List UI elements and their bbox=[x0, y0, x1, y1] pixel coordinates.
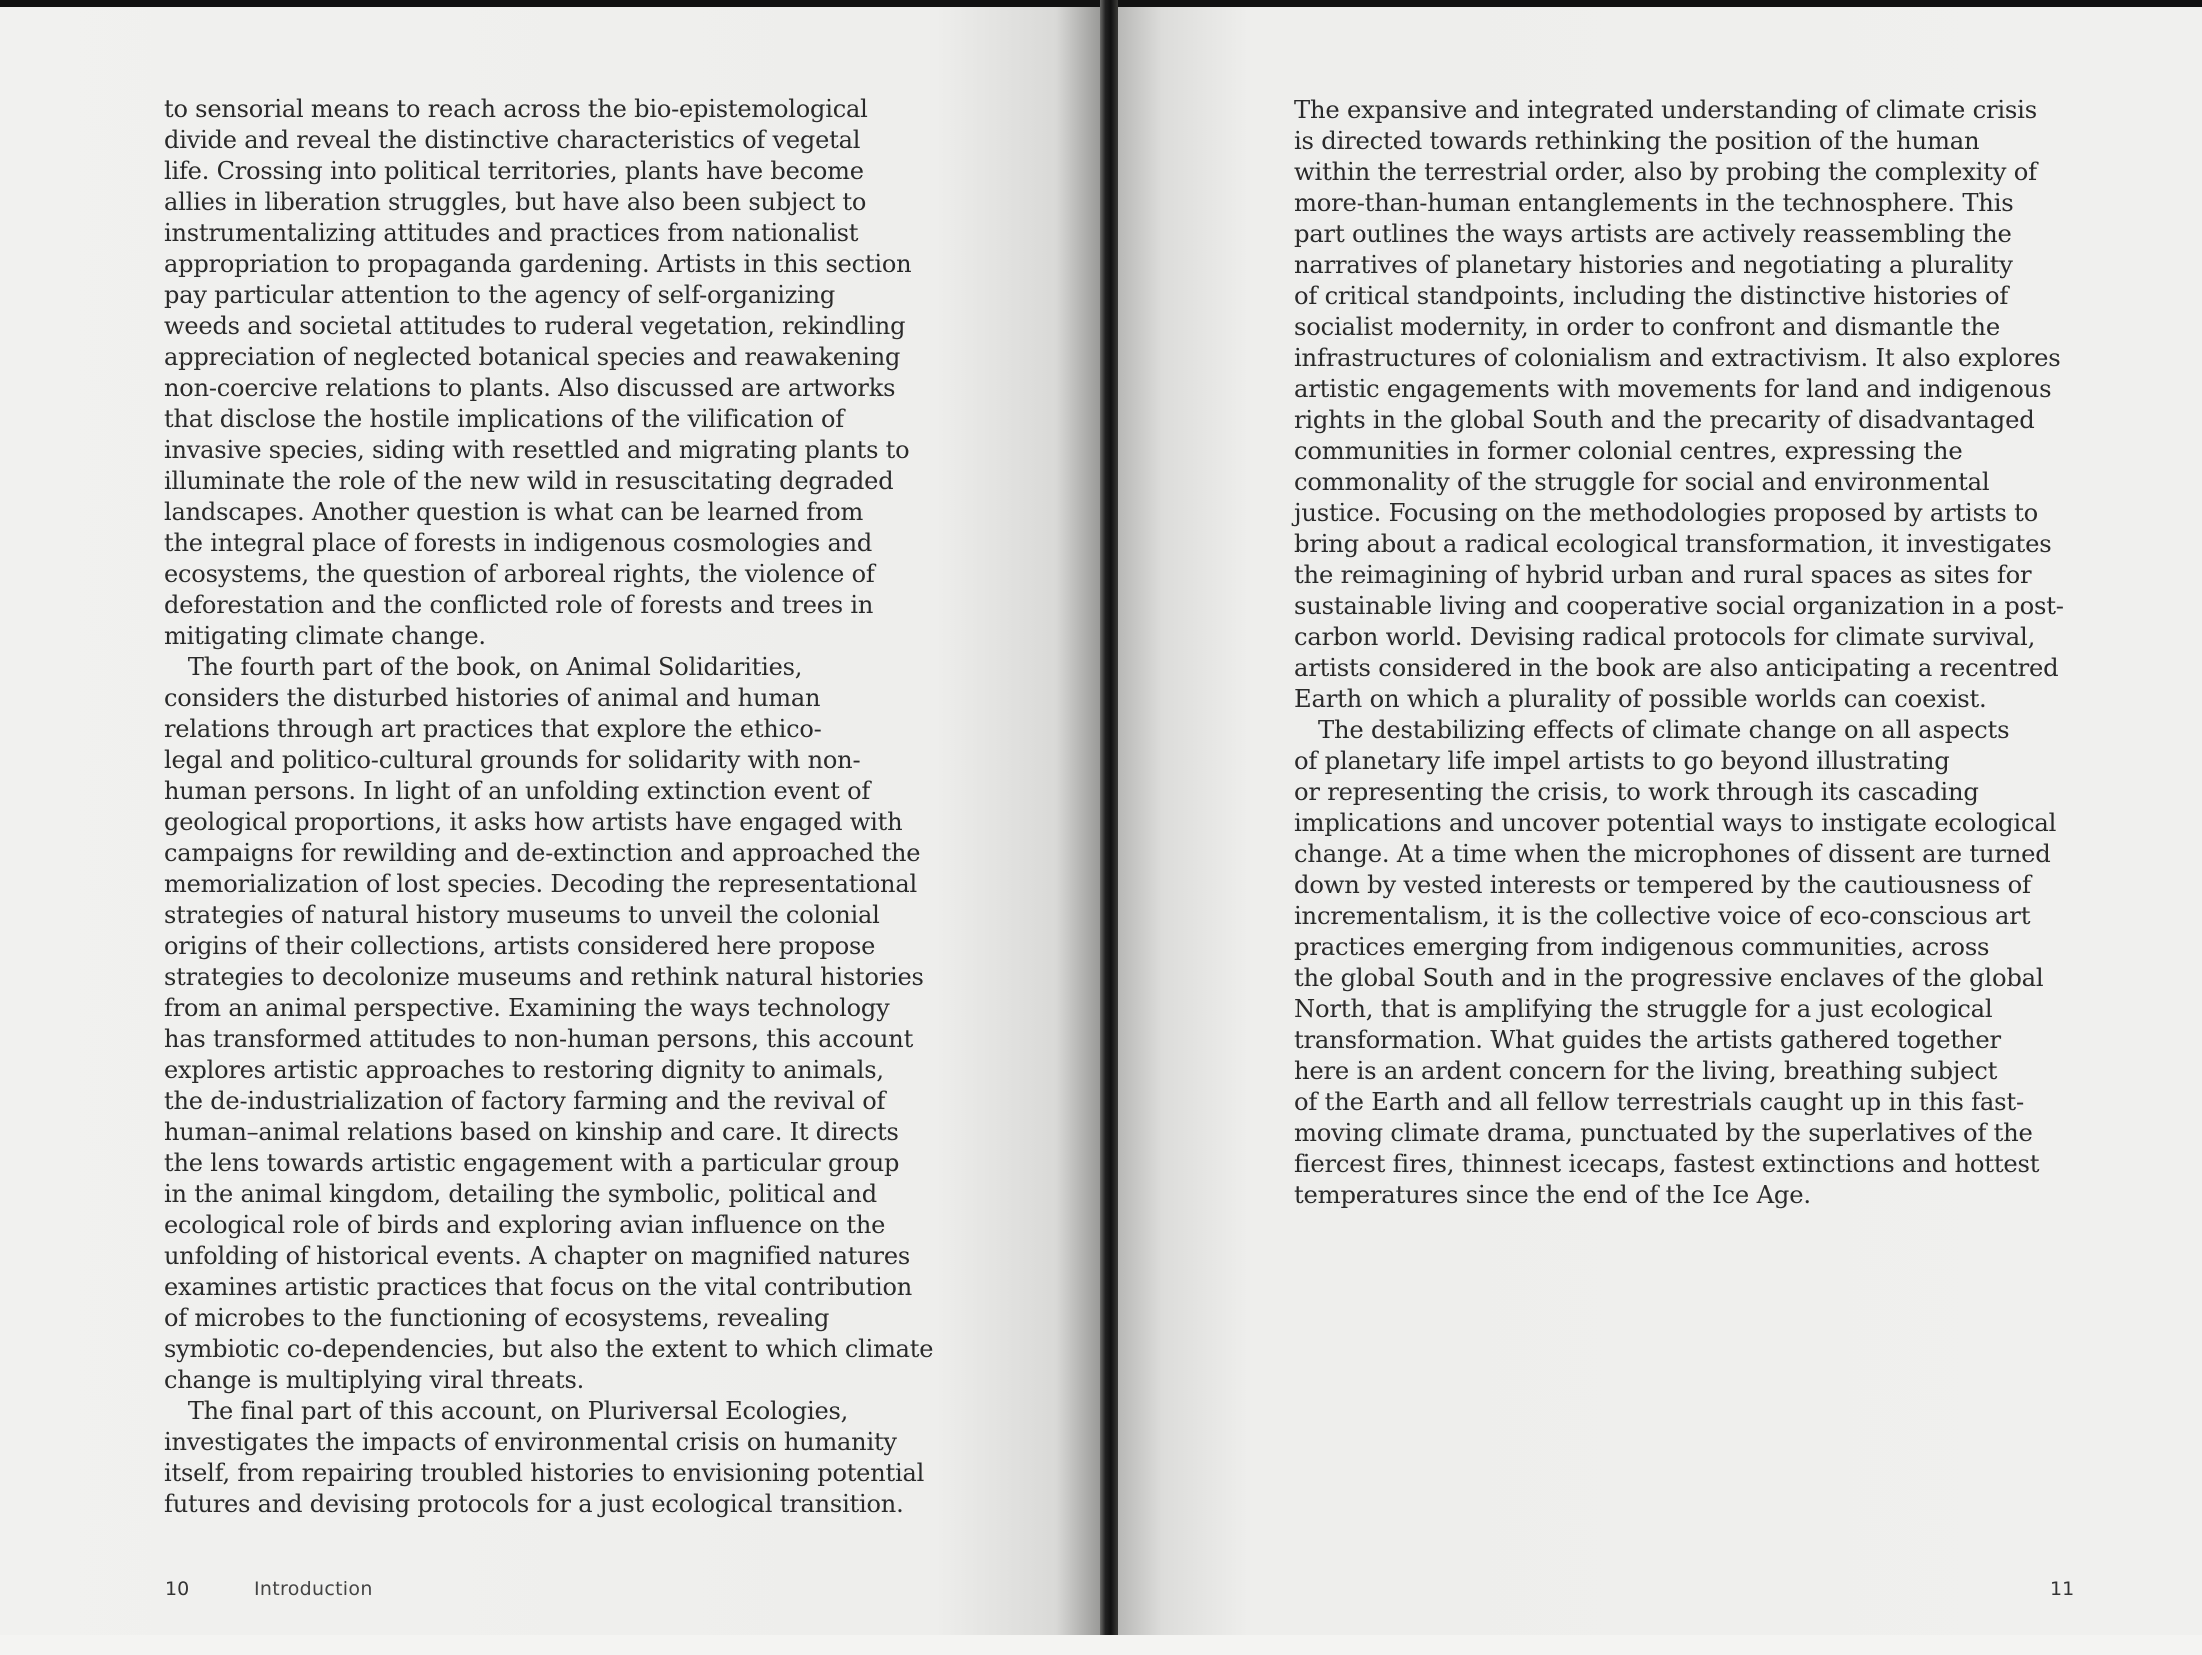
text-line: is directed towards rethinking the position of the human bbox=[1294, 126, 1980, 155]
text-line: allies in liberation struggles, but have also been subject to bbox=[164, 188, 867, 216]
text-line: illuminate the role of the new wild in resuscitating degraded bbox=[164, 467, 894, 495]
text-line: mitigating climate change. bbox=[164, 622, 486, 650]
text-line: divide and reveal the distinctive characteristics of vegetal bbox=[164, 126, 861, 154]
text-line: examines artistic practices that focus on the vital contribution bbox=[164, 1273, 913, 1301]
text-line: moving climate drama, punctuated by the superlatives of the bbox=[1294, 1118, 2033, 1147]
text-line: legal and politico-cultural grounds for solidarity with non- bbox=[164, 746, 861, 774]
text-line: futures and devising protocols for a just ecological transition. bbox=[164, 1490, 904, 1518]
text-line: human persons. In light of an unfolding extinction event of bbox=[164, 777, 871, 805]
text-line: appropriation to propaganda gardening. Artists in this section bbox=[164, 250, 912, 278]
text-line: deforestation and the conflicted role of forests and trees in bbox=[164, 591, 874, 619]
text-line: the lens towards artistic engagement with a particular group bbox=[164, 1149, 900, 1177]
text-line: narratives of planetary histories and negotiating a plurality bbox=[1294, 250, 2013, 279]
text-line: sustainable living and cooperative social organization in a post- bbox=[1294, 591, 2064, 620]
text-line: the reimagining of hybrid urban and rural spaces as sites for bbox=[1294, 560, 2032, 589]
text-line: the de-industrialization of factory farming and the revival of bbox=[164, 1087, 886, 1115]
text-line: The destabilizing effects of climate change on all aspects bbox=[1294, 715, 2010, 744]
text-line: instrumentalizing attitudes and practices from nationalist bbox=[164, 219, 859, 247]
text-line: The fourth part of the book, on Animal Solidarities, bbox=[164, 653, 803, 681]
text-line: of the Earth and all fellow terrestrials caught up in this fast- bbox=[1294, 1087, 2024, 1116]
text-line: symbiotic co-dependencies, but also the extent to which climate bbox=[164, 1335, 934, 1363]
text-line: the integral place of forests in indigenous cosmologies and bbox=[164, 529, 873, 557]
text-line: explores artistic approaches to restoring dignity to animals, bbox=[164, 1056, 884, 1084]
right-page-body-text bbox=[1294, 94, 2064, 1210]
text-line: change is multiplying viral threats. bbox=[164, 1366, 585, 1394]
text-line: life. Crossing into political territories, plants have become bbox=[164, 157, 864, 185]
text-line: itself, from repairing troubled histories to envisioning potential bbox=[164, 1459, 925, 1487]
text-line: carbon world. Devising radical protocols for climate survival, bbox=[1294, 622, 2036, 651]
text-line: more-than-human entanglements in the technosphere. This bbox=[1294, 188, 2014, 217]
text-line: fiercest fires, thinnest icecaps, fastest extinctions and hottest bbox=[1294, 1149, 2040, 1178]
text-line: relations through art practices that explore the ethico- bbox=[164, 715, 822, 743]
text-line: practices emerging from indigenous communities, across bbox=[1294, 932, 1990, 961]
page-bottom-edge bbox=[0, 1635, 2202, 1655]
text-line: of microbes to the functioning of ecosystems, revealing bbox=[164, 1304, 830, 1332]
text-line: transformation. What guides the artists gathered together bbox=[1294, 1025, 2001, 1054]
text-line: artists considered in the book are also anticipating a recentred bbox=[1294, 653, 2059, 682]
text-line: bring about a radical ecological transformation, it investigates bbox=[1294, 529, 2052, 558]
text-line: of critical standpoints, including the distinctive histories of bbox=[1294, 281, 2009, 310]
text-line: unfolding of historical events. A chapter on magnified natures bbox=[164, 1242, 911, 1270]
text-line: within the terrestrial order, also by probing the complexity of bbox=[1294, 157, 2037, 186]
text-line: infrastructures of colonialism and extractivism. It also explores bbox=[1294, 343, 2061, 372]
text-line: artistic engagements with movements for land and indigenous bbox=[1294, 374, 2052, 403]
text-line: invasive species, siding with resettled and migrating plants to bbox=[164, 436, 910, 464]
text-line: ecological role of birds and exploring avian influence on the bbox=[164, 1211, 886, 1239]
book-gutter bbox=[1100, 0, 1118, 1640]
text-line: origins of their collections, artists considered here propose bbox=[164, 932, 876, 960]
text-line: strategies of natural history museums to unveil the colonial bbox=[164, 901, 880, 929]
text-line: rights in the global South and the precarity of disadvantaged bbox=[1294, 405, 2035, 434]
text-line: Earth on which a plurality of possible worlds can coexist. bbox=[1294, 684, 1987, 713]
text-line: campaigns for rewilding and de-extinction and approached the bbox=[164, 839, 921, 867]
text-line: strategies to decolonize museums and rethink natural histories bbox=[164, 963, 924, 991]
text-line: here is an ardent concern for the living, breathing subject bbox=[1294, 1056, 1998, 1085]
text-line: temperatures since the end of the Ice Age. bbox=[1294, 1180, 1811, 1209]
text-line: The final part of this account, on Pluriversal Ecologies, bbox=[164, 1397, 849, 1425]
text-line: in the animal kingdom, detailing the symbolic, political and bbox=[164, 1180, 877, 1208]
text-line: part outlines the ways artists are actively reassembling the bbox=[1294, 219, 2012, 248]
text-line: to sensorial means to reach across the bio-epistemological bbox=[164, 95, 868, 123]
text-line: change. At a time when the microphones of dissent are turned bbox=[1294, 839, 2051, 868]
text-line: appreciation of neglected botanical species and reawakening bbox=[164, 343, 901, 371]
text-line: commonality of the struggle for social and environmental bbox=[1294, 467, 1990, 496]
text-line: human–animal relations based on kinship and care. It directs bbox=[164, 1118, 899, 1146]
text-line: weeds and societal attitudes to ruderal vegetation, rekindling bbox=[164, 312, 906, 340]
text-line: justice. Focusing on the methodologies proposed by artists to bbox=[1294, 498, 2039, 527]
text-line: investigates the impacts of environmental crisis on humanity bbox=[164, 1428, 897, 1456]
text-line: North, that is amplifying the struggle for a just ecological bbox=[1294, 994, 1993, 1023]
text-line: communities in former colonial centres, expressing the bbox=[1294, 436, 1963, 465]
text-line: from an animal perspective. Examining the ways technology bbox=[164, 994, 890, 1022]
text-line: socialist modernity, in order to confront and dismantle the bbox=[1294, 312, 2000, 341]
running-head: Introduction bbox=[254, 1578, 373, 1600]
text-line: that disclose the hostile implications of the vilification of bbox=[164, 405, 844, 433]
text-line: of planetary life impel artists to go beyond illustrating bbox=[1294, 746, 1950, 775]
text-line: the global South and in the progressive enclaves of the global bbox=[1294, 963, 2044, 992]
text-line: or representing the crisis, to work through its cascading bbox=[1294, 777, 1979, 806]
text-line: implications and uncover potential ways to instigate ecological bbox=[1294, 808, 2057, 837]
text-line: landscapes. Another question is what can be learned from bbox=[164, 498, 864, 526]
text-line: non-coercive relations to plants. Also discussed are artworks bbox=[164, 374, 896, 402]
text-line: considers the disturbed histories of animal and human bbox=[164, 684, 821, 712]
text-line: geological proportions, it asks how artists have engaged with bbox=[164, 808, 903, 836]
text-line: has transformed attitudes to non-human persons, this account bbox=[164, 1025, 914, 1053]
text-line: The expansive and integrated understanding of climate crisis bbox=[1294, 95, 2037, 124]
text-line: pay particular attention to the agency of self-organizing bbox=[164, 281, 836, 309]
text-line: incrementalism, it is the collective voice of eco-conscious art bbox=[1294, 901, 2031, 930]
right-page-number: 11 bbox=[2050, 1578, 2075, 1600]
text-line: memorialization of lost species. Decoding the representational bbox=[164, 870, 917, 898]
text-line: down by vested interests or tempered by the cautiousness of bbox=[1294, 870, 2031, 899]
text-line: ecosystems, the question of arboreal rights, the violence of bbox=[164, 560, 875, 588]
left-page-body-text bbox=[164, 94, 933, 1520]
left-page-number: 10 bbox=[165, 1578, 190, 1600]
